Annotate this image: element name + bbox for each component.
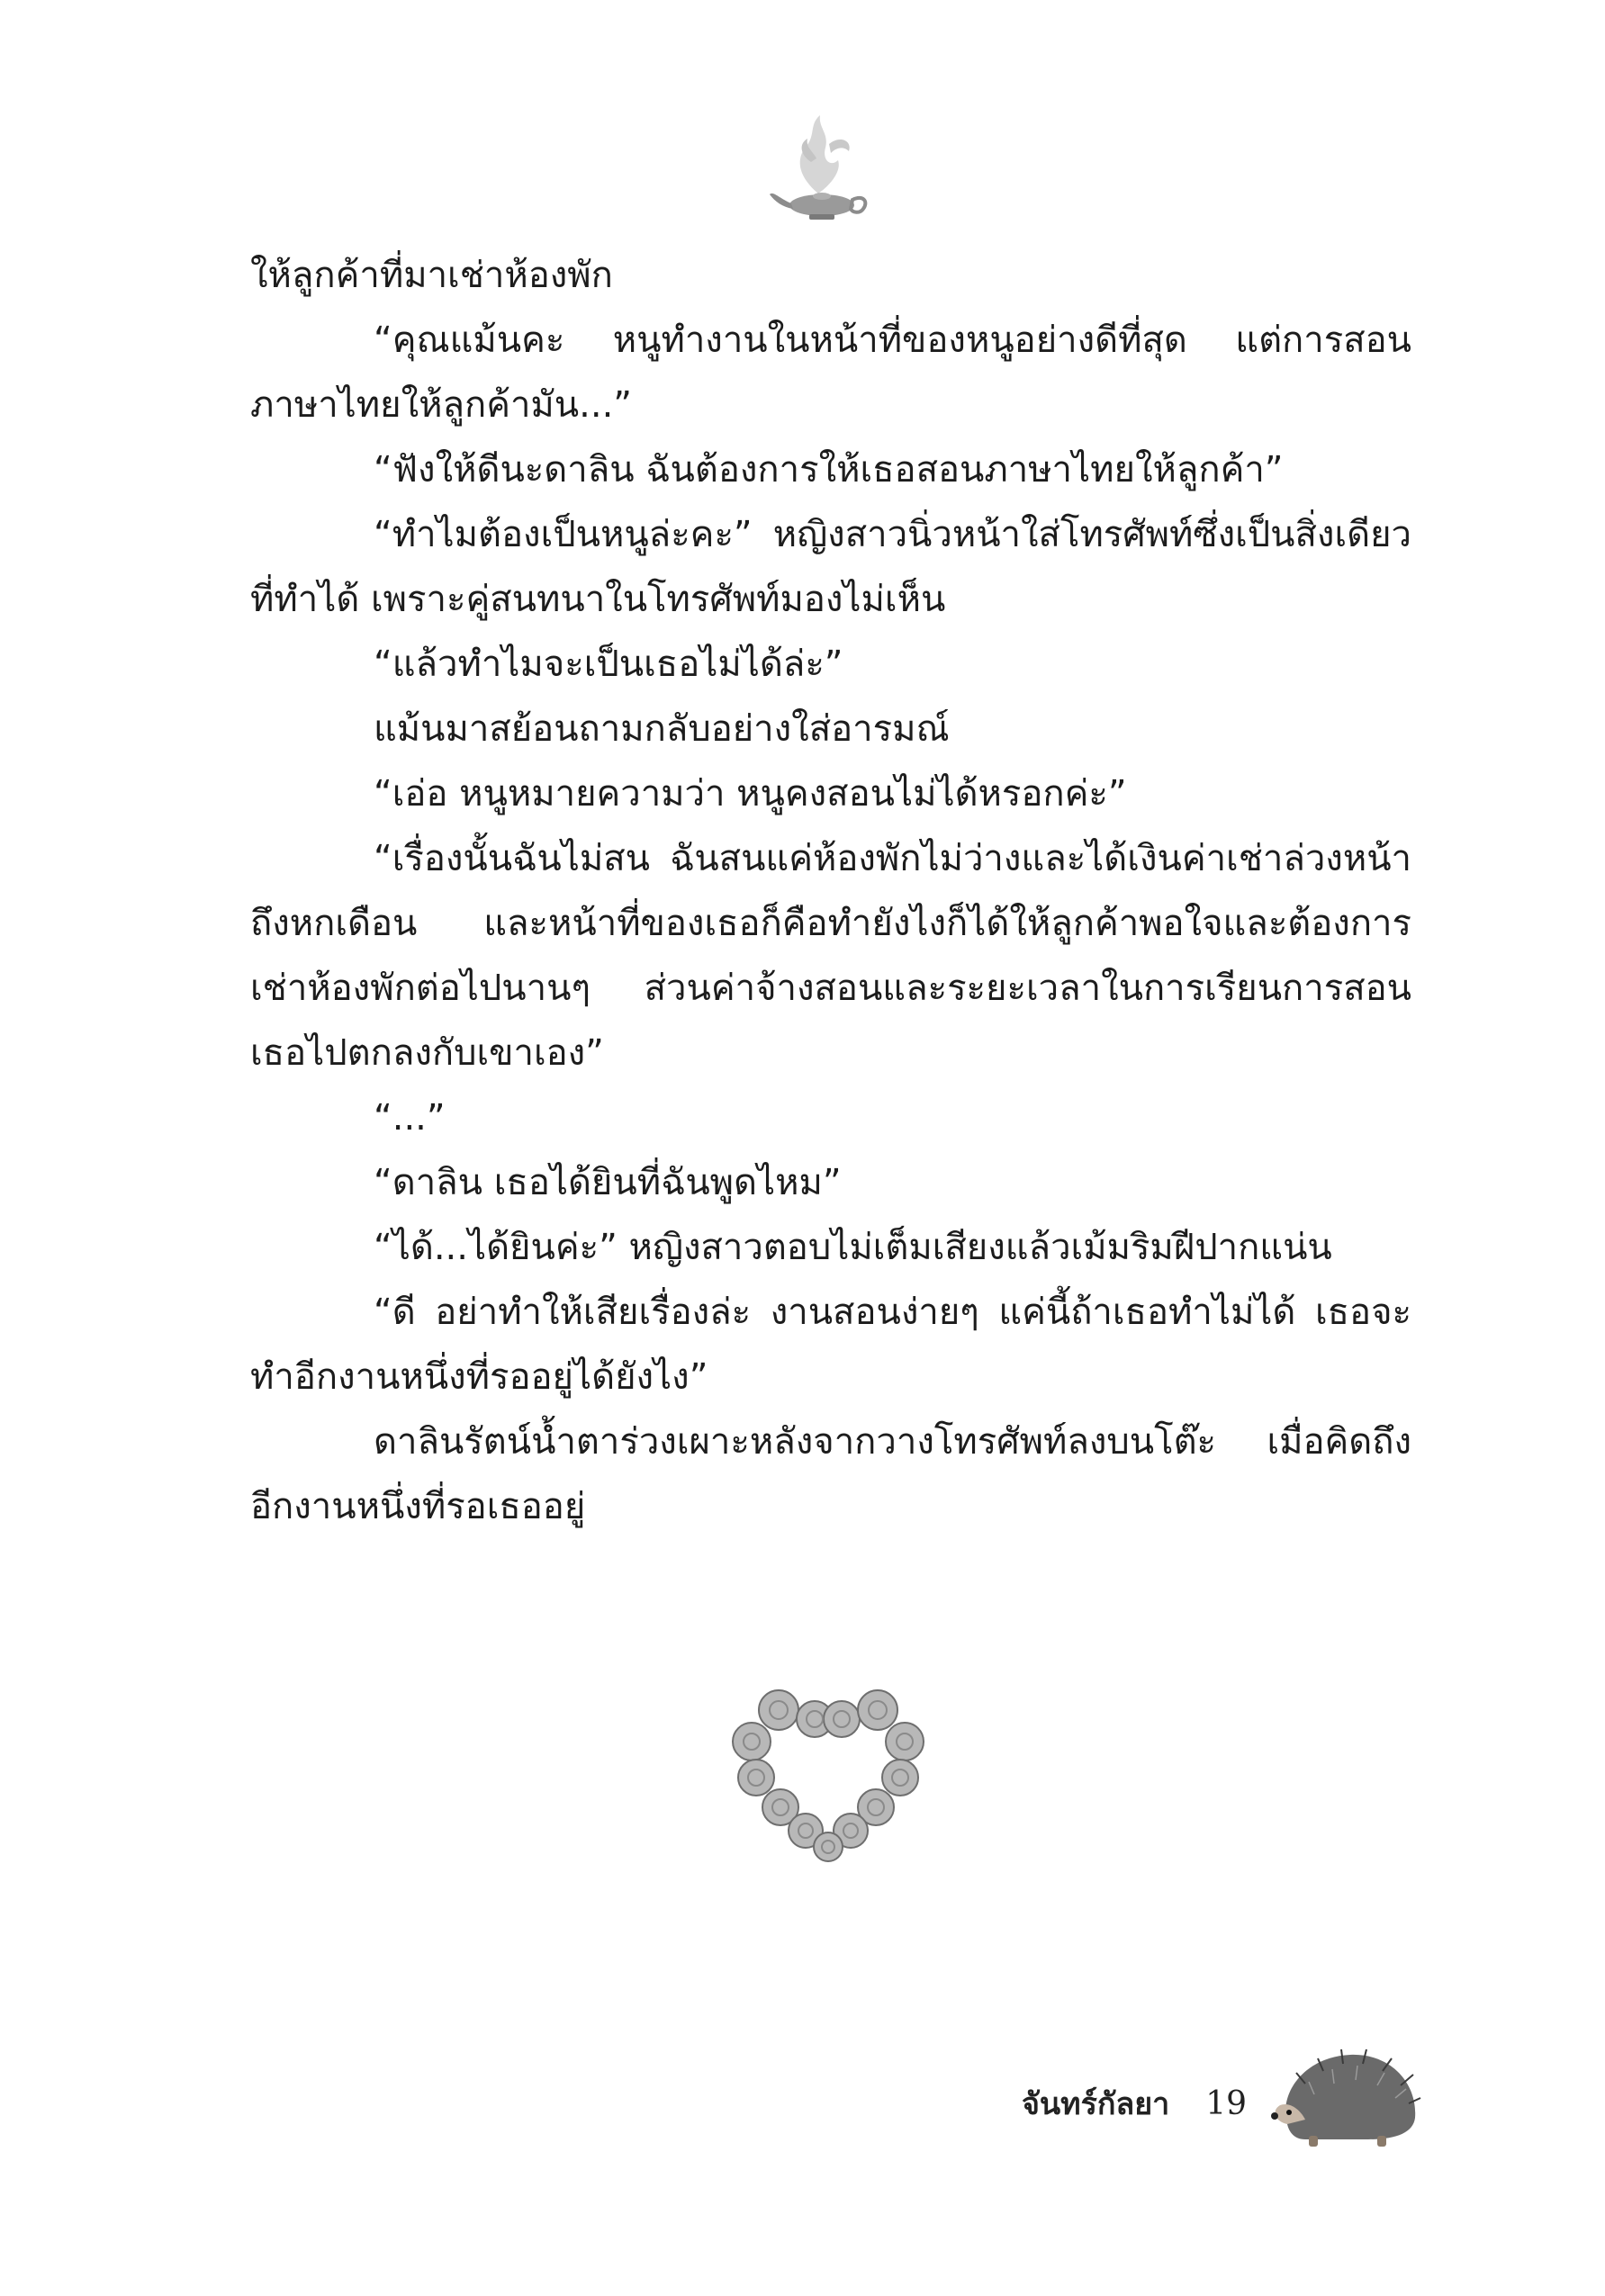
paragraph: “...”: [374, 1097, 446, 1139]
paragraph: “ได้...ได้ยินค่ะ” หญิงสาวตอบไม่เต็มเสียงแล้วเม้มริมฝีปากแน่น: [374, 1227, 1332, 1268]
page-number: 19: [1205, 2085, 1248, 2122]
paragraph: “เอ่อ หนูหมายความว่า หนูคงสอนไม่ได้หรอกค่ะ”: [374, 773, 1127, 815]
paragraph: “ทำไมต้องเป็นหนูล่ะคะ” หญิงสาวนิ่วหน้าใส่โทรศัพท์ซึ่งเป็นสิ่งเดียวที่ทำได้ เพราะคู่สนทนาในโทรศัพท์มองไม่เห็น: [250, 514, 1411, 620]
hedgehog-icon: [1269, 2039, 1422, 2151]
paragraph: “ดี อย่าทำให้เสียเรื่องล่ะ งานสอนง่ายๆ แค่นี้ถ้าเธอทำไม่ได้ เธอจะทำอีกงานหนึ่งที่รออยู่ได้ยังไง”: [250, 1292, 1411, 1398]
rose-heart-icon: [725, 1674, 932, 1863]
paragraph: “เรื่องนั้นฉันไม่สน ฉันสนแค่ห้องพักไม่ว่างและได้เงินค่าเช่าล่วงหน้าถึงหกเดือน และหน้าที่ของเธอก็คือทำยังไงก็ได้ให้ลูกค้าพอใจและต้องการเช่าห้องพักต่อไปนานๆ ส่วนค่าจ้างสอนและระยะเวลาในการเรียนการสอนเธอไปตกลงกับเขาเอง”: [250, 838, 1411, 1074]
genie-lamp-icon: [766, 108, 874, 225]
book-title: จันทร์กัลยา: [1022, 2086, 1170, 2122]
paragraph: แม้นมาสย้อนถามกลับอย่างใส่อารมณ์: [374, 708, 950, 750]
paragraph: “ฟังให้ดีนะดาลิน ฉันต้องการให้เธอสอนภาษาไทยให้ลูกค้า”: [374, 449, 1284, 491]
paragraph: ดาลินรัตน์น้ำตาร่วงเผาะหลังจากวางโทรศัพท์ลงบนโต๊ะ เมื่อคิดถึงอีกงานหนึ่งที่รอเธออยู่: [250, 1421, 1411, 1527]
paragraph: “ดาลิน เธอได้ยินที่ฉันพูดไหม”: [374, 1162, 842, 1203]
page-footer: [1022, 2079, 1247, 2128]
story-text: [250, 243, 1411, 1539]
paragraph: “คุณแม้นคะ หนูทำงานในหน้าที่ของหนูอย่างดีที่สุด แต่การสอนภาษาไทยให้ลูกค้ามัน...”: [250, 320, 1411, 426]
paragraph: ให้ลูกค้าที่มาเช่าห้องพัก: [250, 255, 613, 296]
paragraph: “แล้วทำไมจะเป็นเธอไม่ได้ล่ะ”: [374, 644, 843, 685]
